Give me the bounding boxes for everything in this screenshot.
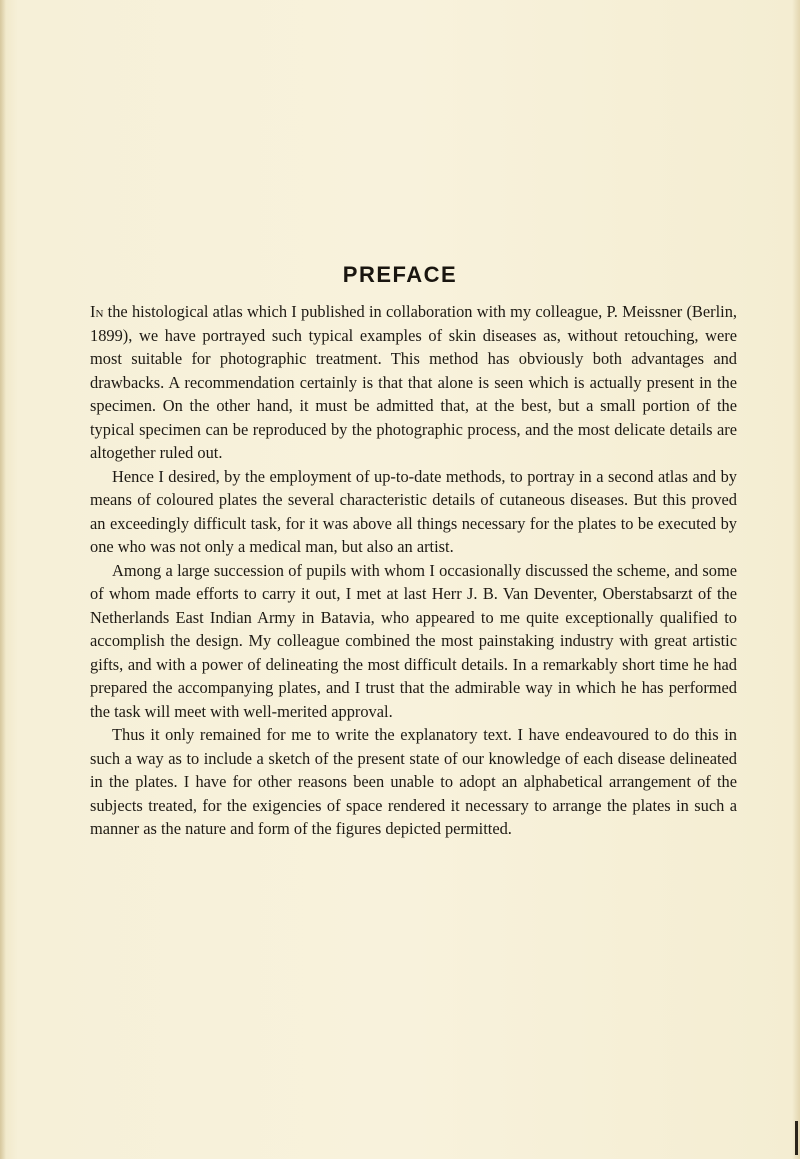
preface-body <box>90 300 737 841</box>
paragraph-1 <box>90 300 737 465</box>
binding-mark <box>795 1121 798 1155</box>
paragraph-4: Thus it only remained for me to write the explanatory text. I have endeavoured to do this in such a way as to include a sketch of the present state of our knowledge of each disease delineated in the plates. I have for other reasons been unable to adopt an alphabetical arrangement of the subjects treated, for the exigencies of space rendered it necessary to arrange the plates in such a manner as the nature and form of the figures depicted permitted. <box>90 725 737 838</box>
page-right-edge <box>792 0 800 1159</box>
paragraph-2: Hence I desired, by the employment of up-to-date methods, to portray in a second atlas and by means of coloured plates the several characteristic details of cutaneous diseases. But this proved an exceedingly difficult task, for it was above all things necessary for the plates to be executed by one who was not only a medical man, but also an artist. <box>90 466 737 556</box>
paragraph-1-lead: In <box>90 302 104 321</box>
page-left-edge <box>0 0 6 1159</box>
page-title: PREFACE <box>342 262 458 287</box>
paragraph-1-text: the histological atlas which I published in collaboration with my colleague, P. Meissner (Berlin, 1899), we have portrayed such typical examples of skin diseases as, without retouching, were most suitable for photographic treatment. This method has obviously both advantages and drawbacks. A recommendation certainly is that that alone is seen which is actually present in the specimen. On the other hand, it must be admitted that, at the best, but a small portion of the typical specimen can be reproduced by the photographic process, and the most delicate details are altogether ruled out. <box>90 302 737 462</box>
paragraph-3: Among a large succession of pupils with whom I occasionally discussed the scheme, and some of whom made efforts to carry it out, I met at last Herr J. B. Van Deventer, Oberstabsarzt of the Netherlands East Indian Army in Batavia, who appeared to me quite exceptionally qualified to accomplish the design. My colleague combined the most painstaking industry with great artistic gifts, and with a power of delineating the most difficult details. In a remarkably short time he had prepared the accompanying plates, and I trust that the admirable way in which he has performed the task will meet with well-merited approval. <box>90 560 737 721</box>
